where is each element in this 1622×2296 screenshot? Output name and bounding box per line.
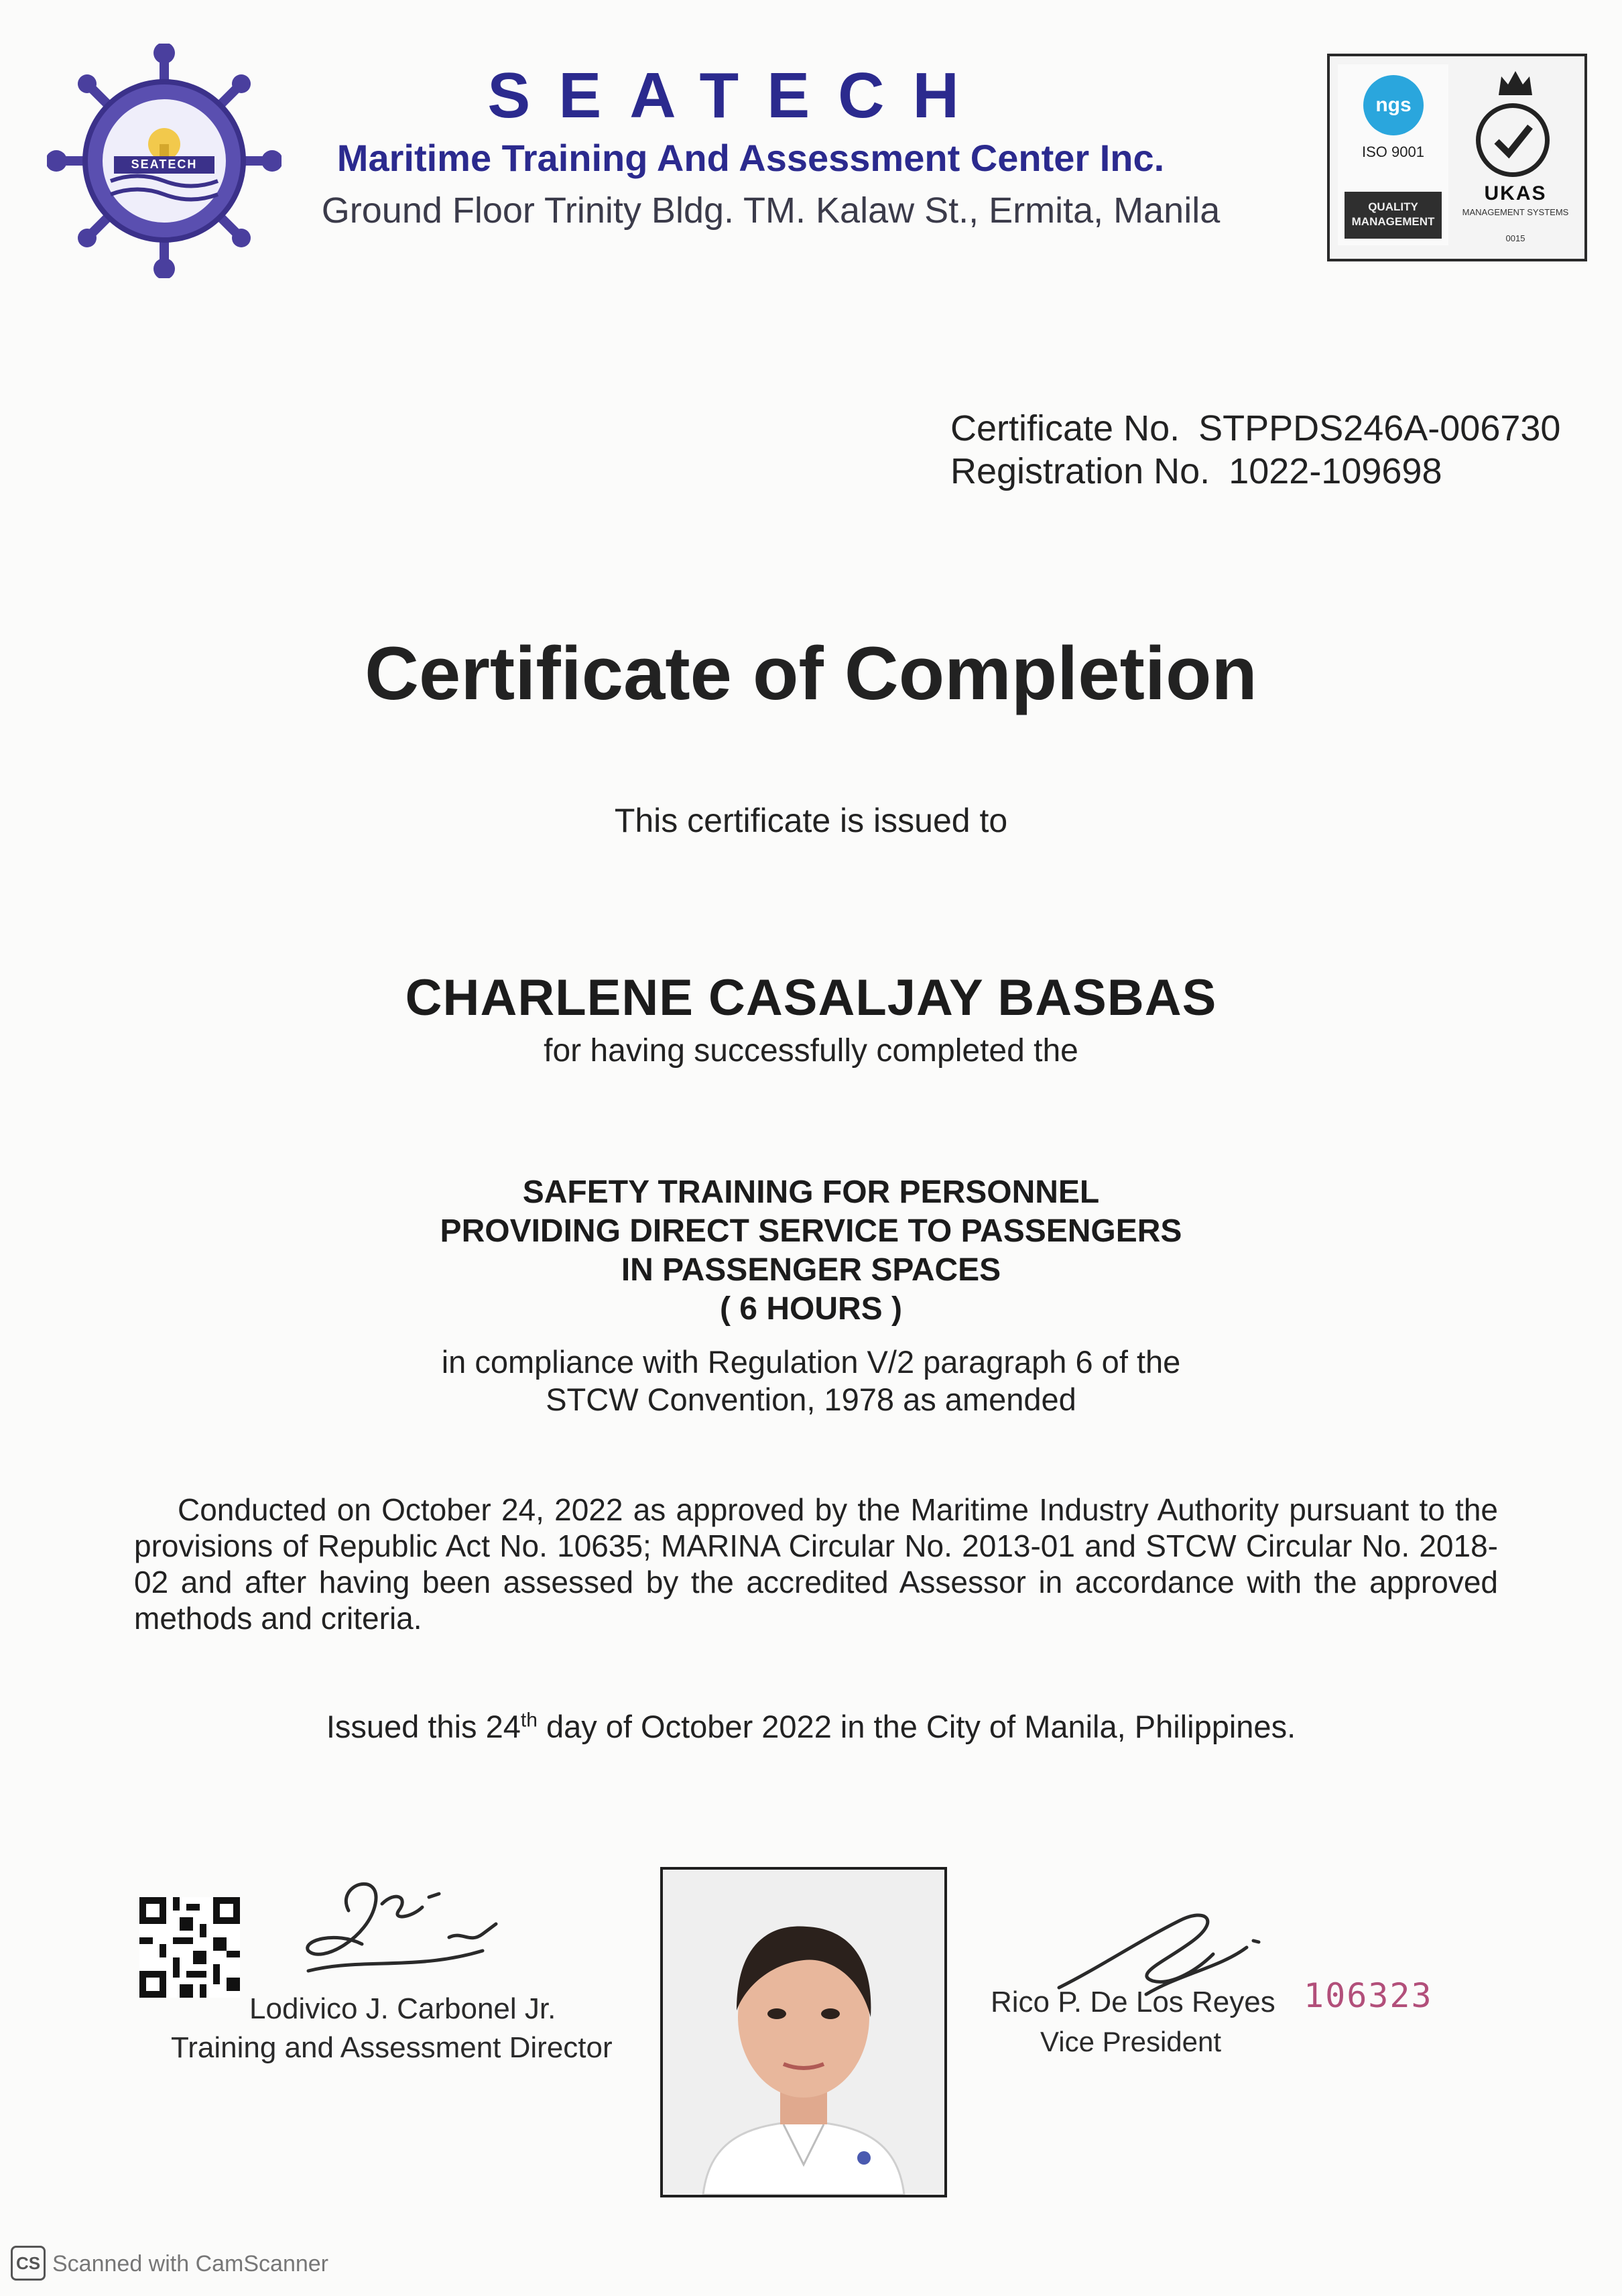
- ukas-badge: [1456, 64, 1575, 245]
- camscanner-icon: CS: [11, 2246, 46, 2281]
- compliance-line: in compliance with Regulation V/2 paragraph 6 of the: [441, 1344, 1181, 1380]
- registration-number-label: Registration No.: [950, 451, 1210, 491]
- certification-badges: [1327, 54, 1587, 261]
- recipient-photo: [660, 1867, 947, 2197]
- certificate-number-value: STPPDS246A-006730: [1198, 408, 1561, 448]
- registration-number-row: [950, 450, 1442, 492]
- course-duration: ( 6 HOURS ): [719, 1291, 902, 1327]
- issued-date-text: [0, 1708, 1622, 1745]
- vice-president-name: Rico P. De Los Reyes: [991, 1986, 1275, 2018]
- certificate-number-row: [950, 408, 1560, 449]
- certificate-number-label: Certificate No.: [950, 408, 1180, 448]
- course-line: SAFETY TRAINING FOR PERSONNEL: [522, 1174, 1100, 1210]
- certificate-title: Certificate of Completion: [365, 631, 1257, 715]
- vice-president-title: Vice President: [1040, 2026, 1222, 2057]
- registration-number-value: 1022-109698: [1229, 451, 1442, 491]
- ukas-number: 0015: [1505, 233, 1525, 243]
- checkmark-icon: [1476, 103, 1550, 177]
- issued-prefix: Issued this 24: [326, 1709, 521, 1744]
- logo-text: SEATECH: [131, 158, 198, 171]
- conducted-paragraph: Conducted on October 24, 2022 as approved by the Maritime Industry Authority pursuant to the provisions of Republic Act No. 10635; MARINA Circular No. 2013-01 and STCW Circular No. 2018-02 and after having been assessed by the accredited Assessor in accordance with the approved methods and criteria.: [134, 1492, 1498, 1636]
- org-subtitle: Maritime Training And Assessment Center Inc.: [336, 137, 1165, 179]
- iso-label: ISO 9001: [1362, 143, 1424, 160]
- seatech-logo: [47, 44, 282, 278]
- qr-code: [139, 1897, 240, 1998]
- ukas-label: UKAS: [1484, 182, 1547, 204]
- scanner-text: Scanned with CamScanner: [52, 2251, 329, 2277]
- issued-ordinal: th: [520, 1709, 538, 1732]
- org-address: Ground Floor Trinity Bldg. TM. Kalaw St., Ermita, Manila: [321, 190, 1221, 231]
- director-name: Lodivico J. Carbonel Jr.: [249, 1992, 556, 2025]
- recipient-name: CHARLENE CASALJAY BASBAS: [405, 969, 1217, 1026]
- ukas-subtitle: MANAGEMENT SYSTEMS: [1462, 207, 1569, 217]
- director-title: Training and Assessment Director: [171, 2031, 613, 2064]
- director-signature: [282, 1870, 529, 1998]
- course-line: IN PASSENGER SPACES: [621, 1252, 1001, 1288]
- ngs-logo: ngs: [1363, 75, 1424, 135]
- course-title: [0, 1173, 1622, 1329]
- compliance-text: [0, 1343, 1622, 1418]
- issued-to-text: This certificate is issued to: [614, 802, 1008, 839]
- completed-text: for having successfully completed the: [544, 1033, 1078, 1069]
- compliance-line: STCW Convention, 1978 as amended: [546, 1382, 1076, 1417]
- issued-suffix: day of October 2022 in the City of Manila, Philippines.: [537, 1709, 1296, 1744]
- course-line: PROVIDING DIRECT SERVICE TO PASSENGERS: [440, 1213, 1182, 1249]
- crown-icon: [1496, 67, 1535, 98]
- quality-management-label: QUALITY MANAGEMENT: [1345, 192, 1442, 239]
- stamp-number: 106323: [1304, 1976, 1433, 2015]
- org-name: SEATECH: [487, 60, 987, 131]
- ngs-badge: [1338, 64, 1448, 245]
